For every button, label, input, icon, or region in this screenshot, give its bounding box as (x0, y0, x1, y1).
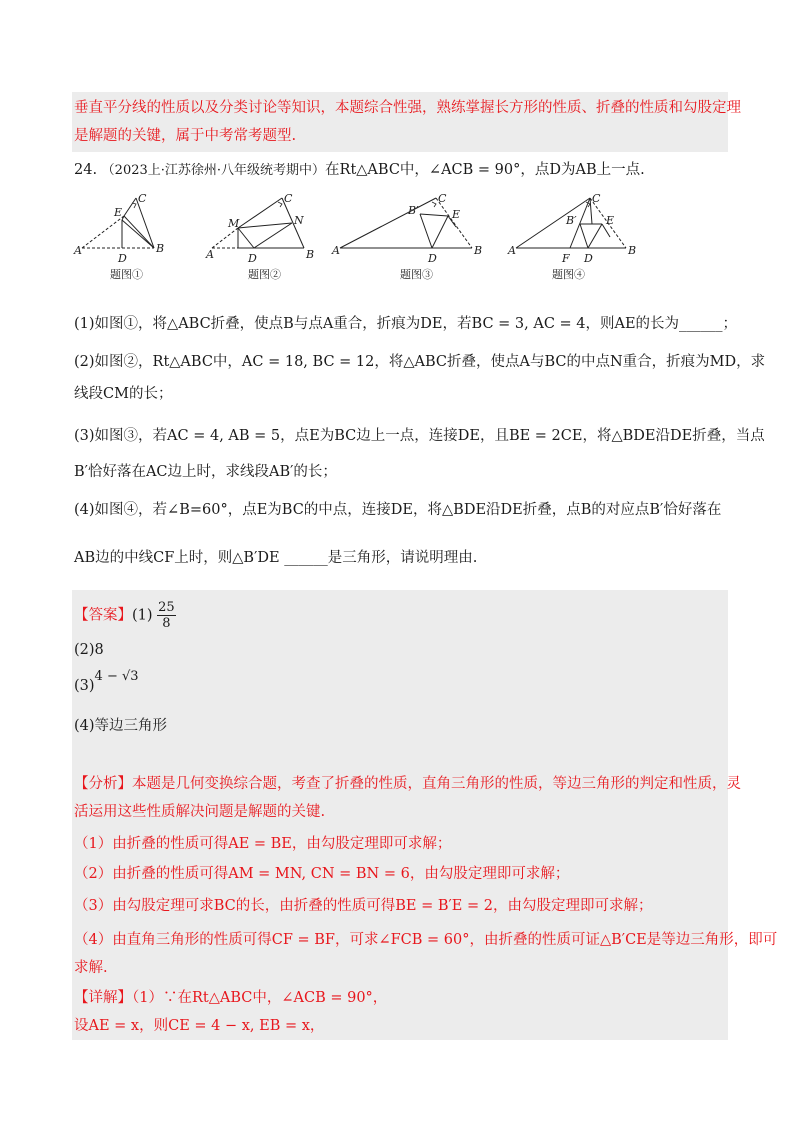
fig4-label-e: E (606, 214, 615, 227)
question-number: 24. (74, 162, 98, 178)
fig3-label-d: D (428, 252, 437, 265)
fig4-label-bprime: B′ (566, 214, 577, 227)
fig1-label-e: E (114, 206, 123, 219)
intro-line-2: 是解题的关键，属于中考常考题型. (74, 128, 297, 144)
fig1-caption: 题图① (110, 268, 143, 281)
fig2-label-c: C (284, 192, 293, 205)
part-2-line-1: (2)如图②，Rt△ABC中，AC = 18, BC = 12，将△ABC折叠，使点A与BC的中点N重合，折痕为MD，求 (74, 354, 766, 370)
part-4-line-2: AB边的中线CF上时，则△B′DE ______是三角形，请说明理由. (74, 550, 478, 566)
fig3-label-e: E (452, 208, 461, 221)
analysis-label: 【分析】 (74, 776, 132, 792)
fig3-label-c: C (438, 192, 447, 205)
analysis-step-3: （3）由勾股定理可求BC的长，由折叠的性质可得BE = B′E = 2，由勾股定理即可求解； (74, 898, 653, 914)
analysis-step-2: （2）由折叠的性质可得AM = MN, CN = BN = 6，由勾股定理即可求解； (74, 866, 570, 882)
figures-row (72, 190, 732, 282)
fig4-label-d: D (584, 252, 593, 265)
fig2-caption: 题图② (248, 268, 281, 281)
figure-1 (73, 192, 164, 281)
fig4-caption: 题图④ (552, 268, 585, 281)
fig4-label-c: C (592, 192, 601, 205)
fig1-label-d: D (118, 252, 127, 265)
fig1-label-b: B (156, 242, 165, 255)
answer-1-numerator: 25 (158, 600, 175, 615)
fig4-label-a: A (508, 244, 516, 257)
question-source: （2023上·江苏徐州·八年级统考期中） (101, 163, 326, 178)
fig4-label-b: B (628, 244, 637, 257)
detail-line-1 (74, 988, 387, 1008)
fig2-label-n: N (294, 214, 304, 227)
answer-label: 【答案】 (74, 607, 132, 624)
fig2-label-m: M (228, 217, 240, 230)
fig1-label-c: C (138, 192, 147, 205)
detail-label: 【详解】 (74, 990, 132, 1006)
answer-1-denominator: 8 (162, 616, 171, 631)
analysis-step-4-line-2: 求解. (74, 960, 108, 976)
detail-text-1: （1）∵在Rt△ABC中，∠ACB = 90°， (132, 990, 388, 1006)
analysis-step-4-line-1: （4）由直角三角形的性质可得CF = BF，可求∠FCB = 60°，由折叠的性质可证△B′CE是等边三角形，即可 (74, 932, 778, 948)
fig3-label-b: B (474, 244, 483, 257)
fig2-label-d: D (248, 252, 257, 265)
part-3-line-1: (3)如图③，若AC = 4, AB = 5，点E为BC边上一点，连接DE，且BE = 2CE，将△BDE沿DE折叠，当点 (74, 428, 765, 444)
detail-line-2: 设AE = x，则CE = 4 − x, EB = x， (74, 1018, 325, 1034)
part-2-line-2: 线段CM的长； (74, 386, 173, 402)
answer-3 (74, 669, 139, 697)
fig2-label-a: A (206, 248, 214, 261)
answer-2: (2)8 (74, 642, 104, 658)
part-4-line-1: (4)如图④，若∠B=60°，点E为BC的中点，连接DE，将△BDE沿DE折叠，点B的对应点B′恰好落在 (74, 502, 722, 518)
answer-3-value: 4 − √3 (94, 669, 139, 684)
fig3-caption: 题图③ (400, 268, 433, 281)
intro-line-1: 垂直平分线的性质以及分类讨论等知识，本题综合性强，熟练掌握长方形的性质、折叠的性质和勾股定理 (74, 100, 741, 116)
analysis-text-1: 本题是几何变换综合题，考查了折叠的性质，直角三角形的性质，等边三角形的判定和性质，灵 (132, 776, 741, 792)
part-1: (1)如图①，将△ABC折叠，使点B与点A重合，折痕为DE，若BC = 3, AC = 4，则AE的长为______； (74, 316, 738, 332)
question-stem: 在Rt△ABC中，∠ACB = 90°，点D为AB上一点. (325, 162, 645, 178)
question-heading (74, 160, 645, 181)
part-3-line-2: B′恰好落在AC边上时，求线段AB′的长； (74, 464, 337, 480)
figure-2 (205, 192, 314, 281)
answer-3-prefix: (3) (74, 678, 95, 694)
answer-1-fraction (157, 600, 176, 631)
fig3-label-a: A (332, 244, 340, 257)
answer-4: (4)等边三角形 (74, 718, 168, 734)
analysis-step-1: （1）由折叠的性质可得AE = BE，由勾股定理即可求解； (74, 836, 452, 852)
fig2-label-b: B (306, 248, 315, 261)
answer-1-prefix: (1) (132, 607, 153, 624)
analysis-line-2: 活运用这些性质解决问题是解题的关键. (74, 804, 326, 820)
fig1-label-a: A (74, 244, 82, 257)
analysis-line-1 (74, 774, 741, 794)
fig4-label-f: F (562, 252, 570, 265)
figure-3 (331, 192, 482, 281)
fig3-label-bprime: B′ (408, 204, 419, 217)
figure-4 (507, 192, 636, 281)
answer-1 (74, 600, 176, 631)
